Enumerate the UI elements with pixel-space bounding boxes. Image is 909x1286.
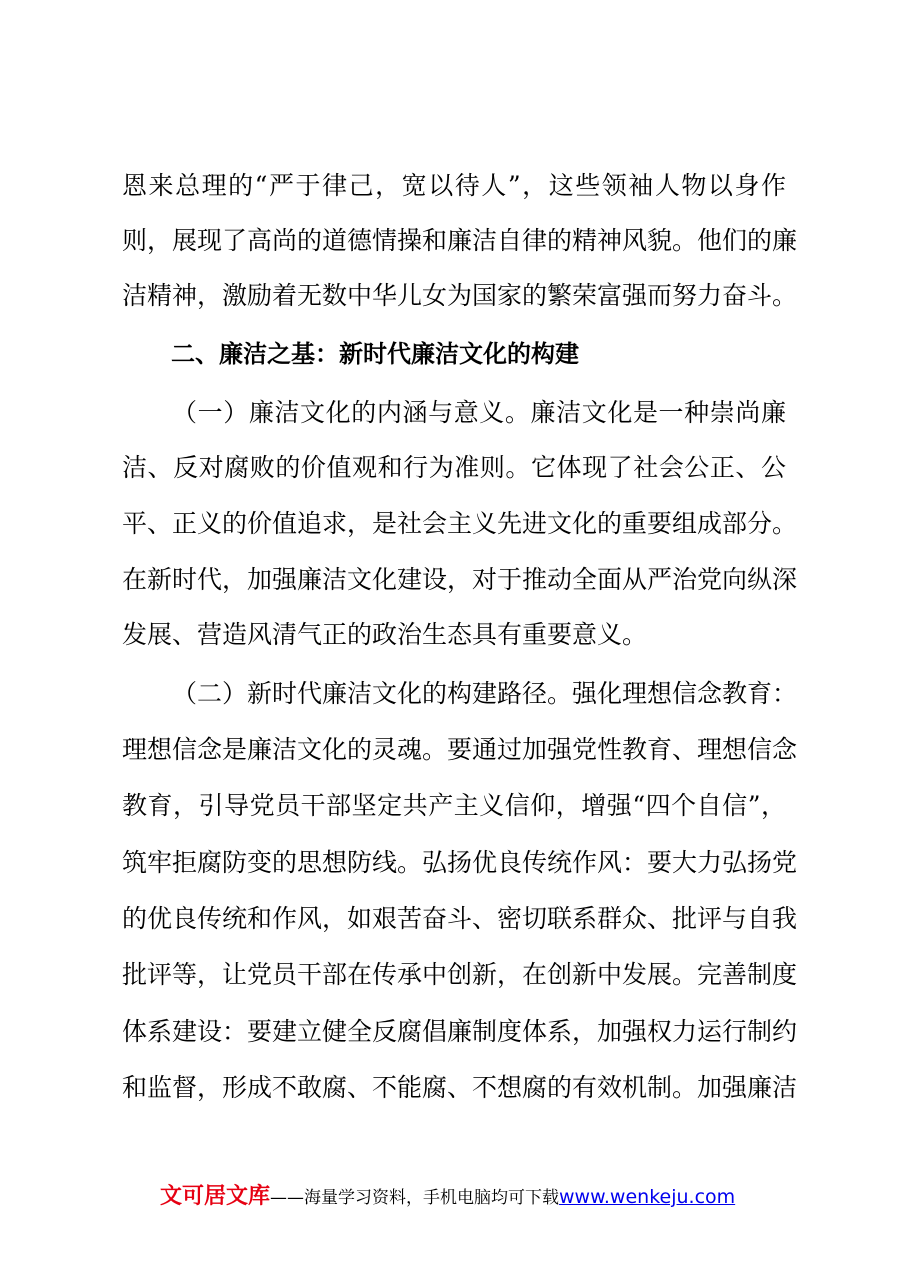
paragraph-line: （二）新时代廉洁文化的构建路径。强化理想信念教育：: [172, 679, 798, 708]
page-footer: [160, 1180, 780, 1214]
paragraph-line: 洁精神，激励着无数中华儿女为国家的繁荣富强而努力奋斗。: [122, 281, 798, 310]
paragraph-line: 理想信念是廉洁文化的灵魂。要通过加强党性教育、理想信念: [122, 735, 798, 764]
paragraph-line: 的优良传统和作风，如艰苦奋斗、密切联系群众、批评与自我: [122, 904, 798, 933]
paragraph-line: 体系建设：要建立健全反腐倡廉制度体系，加强权力运行制约: [122, 1017, 798, 1046]
paragraph-line: （一）廉洁文化的内涵与意义。廉洁文化是一种崇尚廉: [172, 398, 786, 427]
section-heading: 二、廉洁之基：新时代廉洁文化的构建: [171, 340, 579, 368]
paragraph-line: 和监督，形成不敢腐、不能腐、不想腐的有效机制。加强廉洁: [122, 1073, 798, 1102]
paragraph-line: 则，展现了高尚的道德情操和廉洁自律的精神风貌。他们的廉: [122, 226, 798, 255]
paragraph-line: 洁、反对腐败的价值观和行为准则。它体现了社会公正、公: [122, 453, 786, 482]
footer-tagline: ——海量学习资料，手机电脑均可下载: [270, 1188, 560, 1208]
footer-brand: 文可居文库: [160, 1184, 271, 1209]
paragraph-line: 教育，引导党员干部坚定共产主义信仰，增强“四个自信”，: [122, 791, 786, 820]
paragraph-line: 恩来总理的“严于律己，宽以待人”，这些领袖人物以身作: [122, 171, 786, 200]
paragraph-line: 筑牢拒腐防变的思想防线。弘扬优良传统作风：要大力弘扬党: [122, 848, 798, 877]
footer-link[interactable]: www.wenkeju.com: [559, 1186, 736, 1208]
paragraph-line: 批评等，让党员干部在传承中创新，在创新中发展。完善制度: [122, 960, 798, 989]
paragraph-line: 平、正义的价值追求，是社会主义先进文化的重要组成部分。: [122, 509, 798, 538]
paragraph-line: 发展、营造风清气正的政治生态具有重要意义。: [122, 620, 648, 649]
paragraph-line: 在新时代，加强廉洁文化建设，对于推动全面从严治党向纵深: [122, 565, 798, 594]
